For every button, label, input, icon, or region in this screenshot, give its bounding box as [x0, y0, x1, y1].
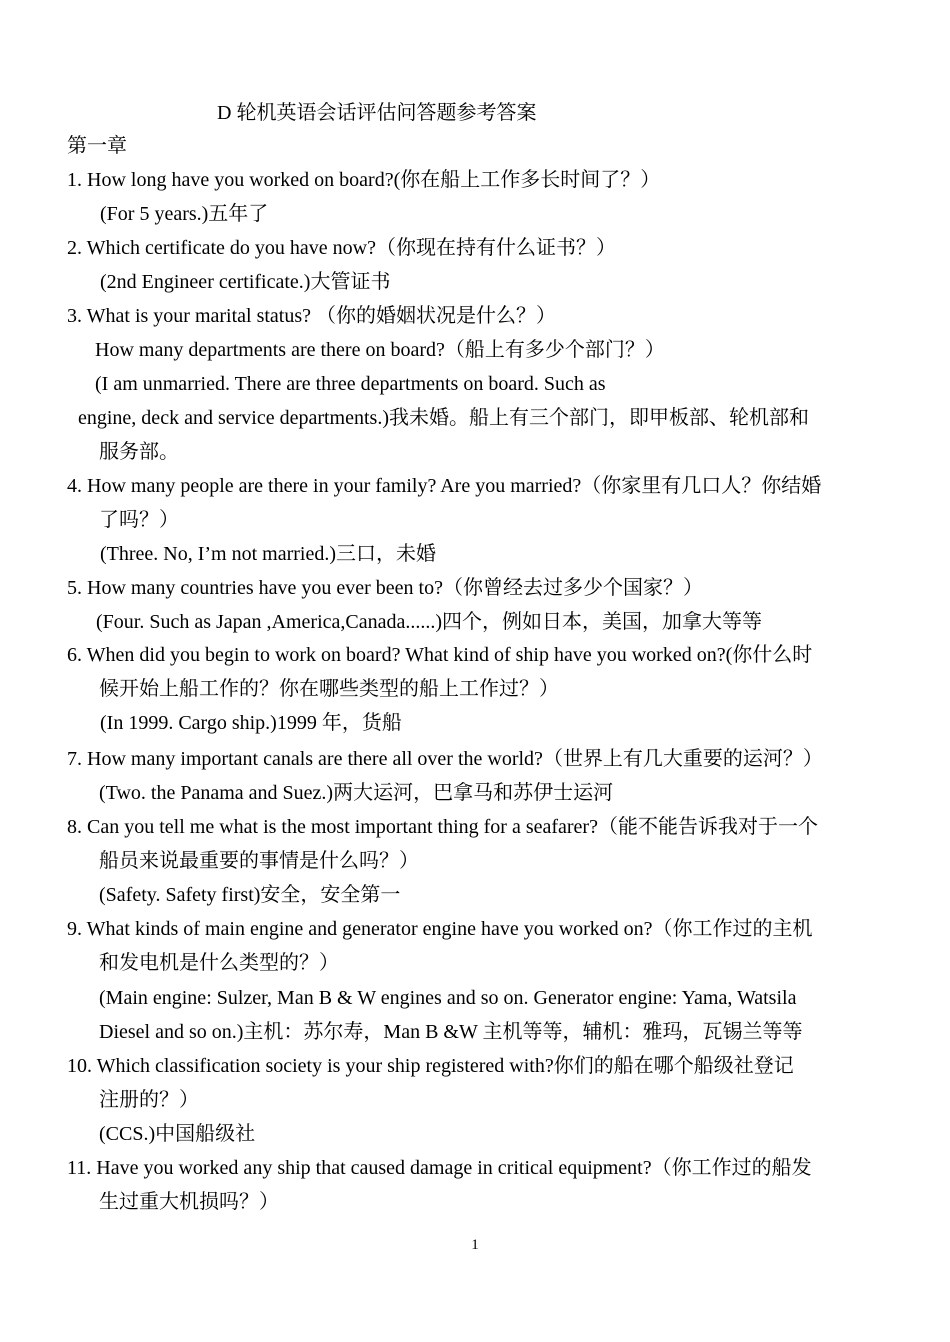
question-6-line-1: 6. When did you begin to work on board? What kind of ship have you worked on?(你什么时	[67, 644, 813, 666]
question-3: 3. What is your marital status? （你的婚姻状况是什么？）	[67, 305, 557, 327]
answer-1: (For 5 years.)五年了	[100, 203, 269, 225]
answer-9-line-1: (Main engine: Sulzer, Man B & W engines and so on. Generator engine: Yama, Watsila	[99, 987, 797, 1009]
answer-3-line-2: engine, deck and service departments.)我未婚。船上有三个部门，即甲板部、轮机部和	[78, 407, 809, 429]
answer-7: (Two. the Panama and Suez.)两大运河，巴拿马和苏伊士运河	[99, 782, 614, 804]
question-7: 7. How many important canals are there all over the world?（世界上有几大重要的运河？）	[67, 748, 823, 770]
answer-9-line-2: Diesel and so on.)主机：苏尔寿，Man B &W 主机等等，辅机：雅玛，瓦锡兰等等	[99, 1021, 803, 1043]
question-8-line-1: 8. Can you tell me what is the most important thing for a seafarer?（能不能告诉我对于一个	[67, 816, 818, 838]
question-2: 2. Which certificate do you have now?（你现在持有什么证书？）	[67, 237, 616, 259]
question-10-line-1: 10. Which classification society is your ship registered with?你们的船在哪个船级社登记	[67, 1055, 794, 1077]
question-4-line-1: 4. How many people are there in your family? Are you married?（你家里有几口人？你结婚	[67, 475, 822, 497]
answer-8: (Safety. Safety first)安全，安全第一	[99, 884, 401, 906]
answer-2: (2nd Engineer certificate.)大管证书	[100, 271, 391, 293]
answer-4: (Three. No, I’m not married.)三口，未婚	[100, 543, 437, 565]
question-5: 5. How many countries have you ever been to?（你曾经去过多少个国家？）	[67, 577, 703, 599]
question-4-line-2: 了吗？）	[99, 509, 179, 531]
question-6-line-2: 候开始上船工作的？你在哪些类型的船上工作过？）	[99, 678, 559, 700]
question-10-line-2: 注册的？）	[99, 1089, 199, 1111]
answer-3-line-3: 服务部。	[99, 441, 179, 463]
document-title: D 轮机英语会话评估问答题参考答案	[217, 102, 537, 124]
question-11-line-2: 生过重大机损吗？）	[99, 1191, 279, 1213]
answer-3-line-1: (I am unmarried. There are three departments on board. Such as	[95, 373, 606, 395]
answer-5: (Four. Such as Japan ,America,Canada......)四个，例如日本，美国，加拿大等等	[96, 611, 763, 633]
question-9-line-1: 9. What kinds of main engine and generator engine have you worked on?（你工作过的主机	[67, 918, 813, 940]
page-number: 1	[471, 1237, 479, 1253]
answer-6: (In 1999. Cargo ship.)1999 年，货船	[100, 712, 402, 734]
question-3-follow-up: How many departments are there on board?（船上有多少个部门？）	[95, 339, 665, 361]
chapter-heading: 第一章	[67, 135, 127, 157]
question-8-line-2: 船员来说最重要的事情是什么吗？）	[99, 850, 419, 872]
question-1: 1. How long have you worked on board?(你在船上工作多长时间了？）	[67, 169, 661, 191]
question-11-line-1: 11. Have you worked any ship that caused damage in critical equipment?（你工作过的船发	[67, 1157, 812, 1179]
answer-10: (CCS.)中国船级社	[99, 1123, 256, 1145]
question-9-line-2: 和发电机是什么类型的？）	[99, 952, 339, 974]
